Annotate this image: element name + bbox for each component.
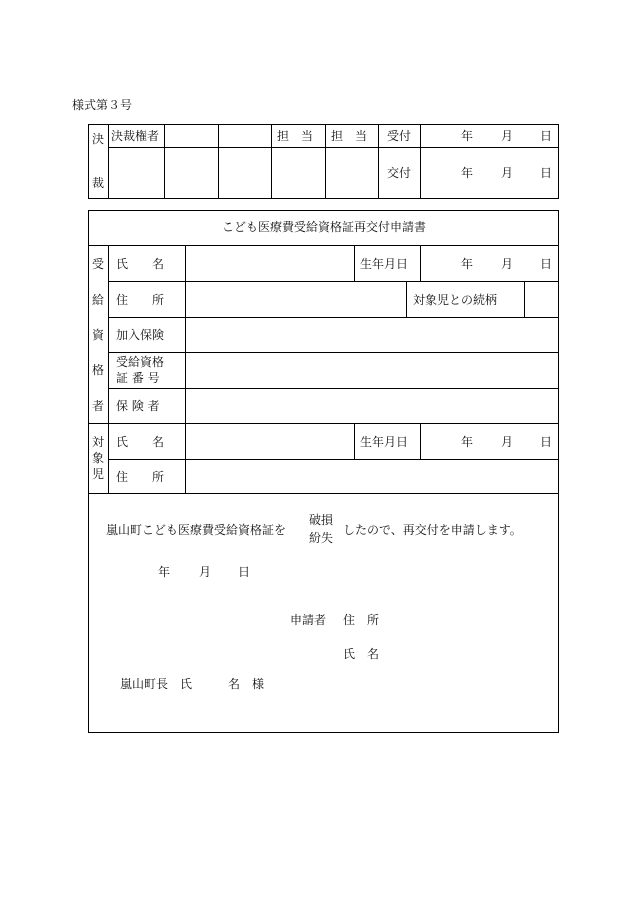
approval-side-label-bottom: 裁: [92, 176, 105, 190]
recipient-birth-month: 月: [501, 257, 514, 271]
recipient-address-label: 住 所: [116, 293, 165, 307]
child-side-char-1: 対: [92, 435, 105, 449]
recipient-cert-label-line1: 受給資格: [116, 355, 165, 369]
declaration-date-day: 日: [238, 565, 251, 579]
recipient-birth-year: 年: [461, 257, 474, 271]
approval-issued-month: 月: [501, 166, 514, 180]
child-side-char-3: 児: [92, 467, 105, 481]
applicant-label: 申請者: [290, 613, 327, 627]
child-birth-year: 年: [461, 435, 474, 449]
declaration-option-lost: 紛失: [309, 531, 334, 545]
child-birth-month: 月: [501, 435, 514, 449]
approval-received-month: 月: [501, 129, 514, 143]
approval-issued-day: 日: [540, 166, 553, 180]
approval-received-label: 受付: [387, 129, 412, 143]
approval-issued-year: 年: [461, 166, 474, 180]
recipient-side-char-3: 資: [92, 328, 105, 342]
approval-authority-label: 決裁権者: [111, 129, 160, 143]
recipient-side-char-4: 格: [92, 363, 105, 377]
approval-received-day: 日: [540, 129, 553, 143]
child-birth-label: 生年月日: [360, 435, 409, 449]
applicant-address-label: 住 所: [343, 613, 380, 627]
child-side-char-2: 象: [92, 451, 105, 465]
declaration-date-year: 年: [158, 565, 171, 579]
recipient-birth-day: 日: [540, 257, 553, 271]
recipient-side-char-5: 者: [92, 399, 105, 413]
child-address-label: 住 所: [116, 470, 165, 484]
form-title: こども医療費受給資格証再交付申請書: [221, 220, 426, 234]
addressee: 嵐山町長 氏 名 様: [120, 677, 265, 691]
child-birth-day: 日: [540, 435, 553, 449]
recipient-birth-label: 生年月日: [360, 257, 409, 271]
recipient-insurer-label: 保 険 者: [116, 399, 160, 413]
declaration-suffix: したので、再交付を申請します。: [343, 523, 522, 537]
recipient-cert-label-line2: 証 番 号: [116, 371, 160, 385]
approval-side-label-top: 決: [92, 132, 105, 146]
child-name-label: 氏 名: [116, 435, 165, 449]
approval-staff2-label: 担 当: [331, 129, 368, 143]
declaration-date-month: 月: [199, 565, 212, 579]
applicant-name-label: 氏 名: [343, 647, 380, 661]
form-number: 様式第３号: [72, 98, 133, 112]
recipient-name-label: 氏 名: [116, 257, 165, 271]
approval-issued-label: 交付: [387, 166, 412, 180]
recipient-relation-label: 対象児との続柄: [413, 293, 498, 307]
recipient-side-char-2: 給: [92, 293, 105, 307]
recipient-insurance-label: 加入保険: [116, 328, 165, 342]
declaration-option-damaged: 破損: [309, 513, 334, 527]
recipient-side-char-1: 受: [92, 257, 105, 271]
declaration-prefix: 嵐山町こども医療費受給資格証を: [106, 523, 287, 537]
approval-received-year: 年: [461, 129, 474, 143]
approval-staff1-label: 担 当: [277, 129, 314, 143]
